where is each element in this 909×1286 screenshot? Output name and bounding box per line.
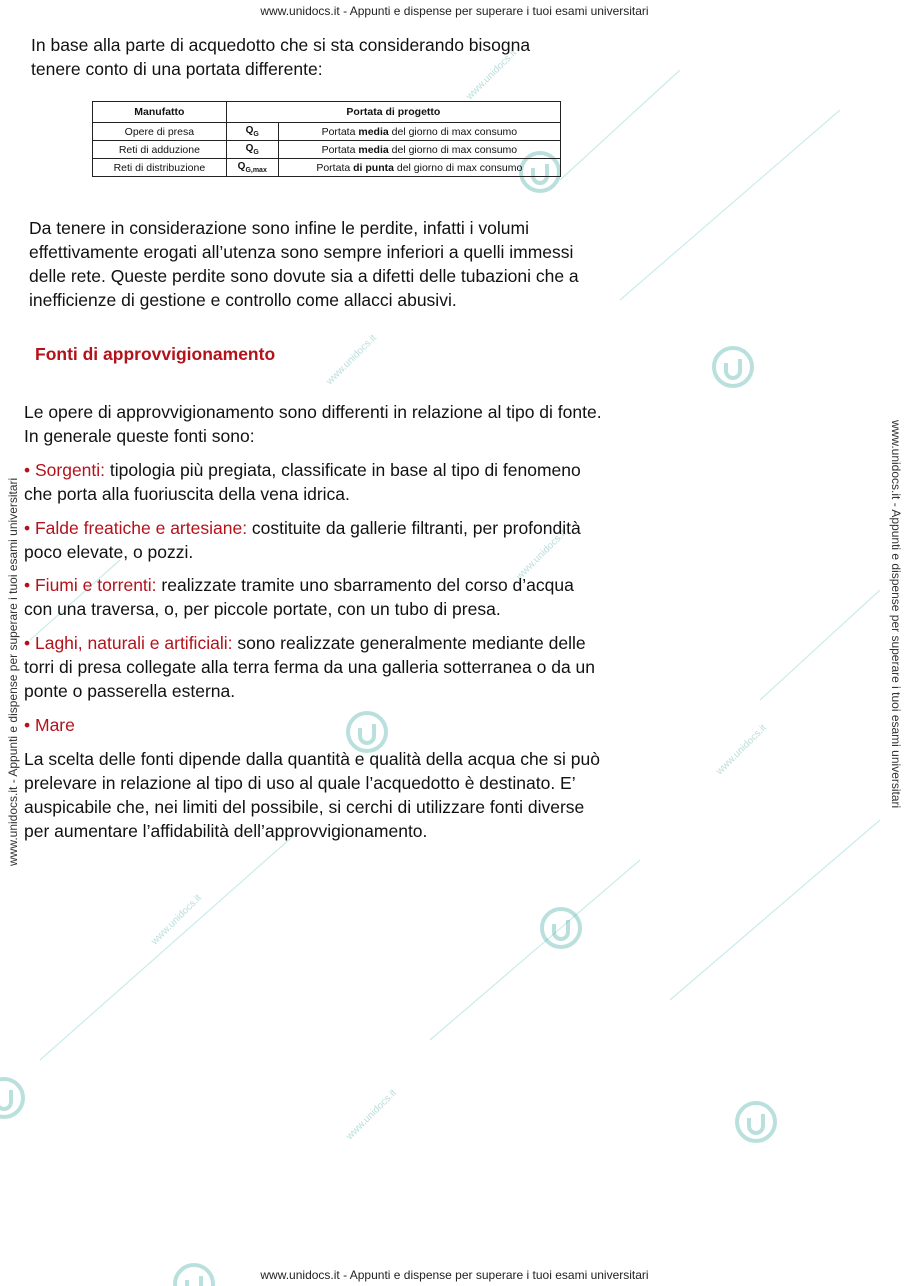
list-item-mare (24, 713, 75, 737)
list-item-term: • Laghi, naturali e artificiali: (24, 633, 233, 653)
list-item-fiumi (24, 573, 574, 621)
table-header-portata: Portata di progetto (226, 102, 560, 123)
table-cell-description: Portata di punta del giorno di max consumo (278, 159, 560, 177)
list-item-text: tipologia più pregiata, classificate in base al tipo di fenomeno (105, 460, 581, 480)
list-item-text: sono realizzate generalmente mediante delle (232, 633, 586, 653)
watermark-bottom: www.unidocs.it - Appunti e dispense per superare i tuoi esami universitari (260, 1268, 649, 1282)
watermark-left: www.unidocs.it - Appunti e dispense per superare i tuoi esami universitari (6, 477, 20, 866)
perdite-line-1: Da tenere in considerazione sono infine le perdite, infatti i volumi (29, 218, 530, 238)
table-cell-manufatto: Opere di presa (93, 123, 227, 141)
intro-paragraph (31, 33, 530, 81)
conclusione-line-1: La scelta delle fonti dipende dalla quantità e qualità della acqua che si può (24, 749, 600, 769)
conclusione-line-2: prelevare in relazione al tipo di uso al quale l’acquedotto è destinato. E’ (24, 773, 576, 793)
conclusione-line-4: per aumentare l’affidabilità dell’approvvigionamento. (24, 821, 428, 841)
watermark-diagonal-3: www.unidocs.it (149, 892, 204, 948)
list-item-laghi (24, 631, 595, 703)
table-cell-symbol: $Q_G$ (226, 123, 278, 141)
table-cell-manufatto: Reti di distribuzione (93, 159, 227, 177)
table-cell-symbol: $Q_G$ (226, 141, 278, 159)
table-cell-symbol: $Q_{G,max}$ (226, 159, 278, 177)
watermark-diagonal-5: www.unidocs.it (514, 527, 569, 583)
table-cell-description: Portata media del giorno di max consumo (278, 123, 560, 141)
list-item-text: realizzate tramite uno sbarramento del corso d’acqua (156, 575, 574, 595)
fonti-intro-line-1: Le opere di approvvigionamento sono differenti in relazione al tipo di fonte. (24, 402, 602, 422)
list-item-term: • Mare (24, 715, 75, 735)
list-item-term: • Fiumi e torrenti: (24, 575, 157, 595)
list-item-falde (24, 516, 581, 564)
intro-line-2: tenere conto di una portata differente: (31, 59, 323, 79)
perdite-line-2: effettivamente erogati all’utenza sono sempre inferiori a quelli immessi (29, 242, 574, 262)
watermark-right: www.unidocs.it - Appunti e dispense per superare i tuoi esami universitari (889, 420, 903, 809)
list-item-text: torri di presa collegate alla terra ferma da una galleria sotterranea o da un (24, 657, 596, 677)
watermark-diagonal-2: www.unidocs.it (714, 722, 769, 778)
conclusione-line-3: auspicabile che, nei limiti del possibile, si cerchi di utilizzare fonti diverse (24, 797, 585, 817)
table-row (93, 159, 561, 177)
list-item-text: con una traversa, o, per piccole portate, con un tubo di presa. (24, 599, 501, 619)
table-header-row (93, 102, 561, 123)
list-item-text: poco elevate, o pozzi. (24, 542, 194, 562)
list-item-term: • Falde freatiche e artesiane: (24, 518, 248, 538)
fonti-intro-paragraph (24, 400, 602, 448)
list-item-term: • Sorgenti: (24, 460, 106, 480)
list-item-text: ponte o passerella esterna. (24, 681, 236, 701)
list-item-text: che porta alla fuoriuscita della vena idrica. (24, 484, 350, 504)
perdite-line-4: inefficienze di gestione e controllo come allacci abusivi. (29, 290, 457, 310)
watermark-diagonal-1: www.unidocs.it (324, 332, 379, 388)
list-item-text: costituite da gallerie filtranti, per profondità (247, 518, 581, 538)
portata-table (92, 101, 561, 177)
table-row (93, 141, 561, 159)
perdite-paragraph (29, 216, 579, 312)
table-cell-description: Portata media del giorno di max consumo (278, 141, 560, 159)
conclusione-paragraph (24, 747, 600, 843)
watermark-top: www.unidocs.it - Appunti e dispense per superare i tuoi esami universitari (260, 4, 649, 18)
list-item-sorgenti (24, 458, 581, 506)
table-row (93, 123, 561, 141)
section-heading: Fonti di approvvigionamento (35, 344, 276, 364)
perdite-line-3: delle rete. Queste perdite sono dovute sia a difetti delle tubazioni che a (29, 266, 579, 286)
intro-line-1: In base alla parte di acquedotto che si sta considerando bisogna (31, 35, 531, 55)
fonti-intro-line-2: In generale queste fonti sono: (24, 426, 255, 446)
table-header-manufatto: Manufatto (93, 102, 227, 123)
table-cell-manufatto: Reti di adduzione (93, 141, 227, 159)
watermark-diagonal-6: www.unidocs.it (464, 47, 519, 103)
watermark-diagonal-4: www.unidocs.it (344, 1087, 399, 1143)
